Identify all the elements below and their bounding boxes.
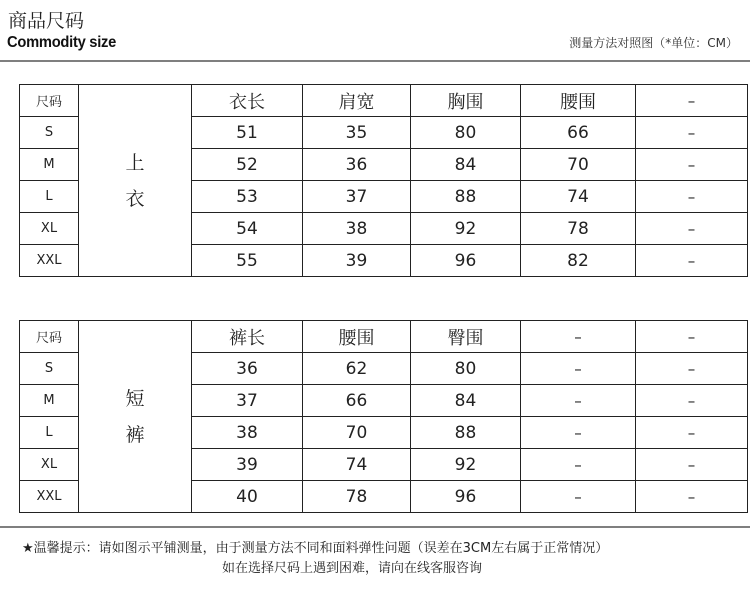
- table-cell: 88: [411, 417, 521, 449]
- table-cell: 80: [411, 353, 521, 385]
- table-cell: 92: [411, 449, 521, 481]
- table-cell: 92: [411, 213, 521, 245]
- table-cell: –: [636, 449, 748, 481]
- table-cell: –: [636, 245, 748, 277]
- table-cell: –: [636, 385, 748, 417]
- table-cell: 53: [192, 181, 303, 213]
- size-header: 尺码: [20, 85, 79, 117]
- table-cell: 36: [303, 149, 411, 181]
- table-header-row: [20, 85, 748, 117]
- category-line: 裤: [125, 423, 145, 446]
- category-line: 上: [125, 151, 145, 174]
- table-cell: 96: [411, 245, 521, 277]
- column-header: –: [521, 321, 636, 353]
- table-cell: 78: [303, 481, 411, 513]
- table-cell: 39: [192, 449, 303, 481]
- table-cell: –: [521, 353, 636, 385]
- table-cell: 84: [411, 149, 521, 181]
- category-line: 短: [125, 387, 145, 410]
- category-tops: [79, 85, 192, 277]
- table-cell: 62: [303, 353, 411, 385]
- table-cell: –: [521, 481, 636, 513]
- table-cell: –: [636, 213, 748, 245]
- table-cell: –: [636, 149, 748, 181]
- table-cell: 80: [411, 117, 521, 149]
- size-label: XXL: [20, 481, 79, 513]
- table-cell: 39: [303, 245, 411, 277]
- column-header: 衣长: [192, 85, 303, 117]
- table-cell: 36: [192, 353, 303, 385]
- table-cell: –: [521, 417, 636, 449]
- table-cell: 66: [303, 385, 411, 417]
- footer-tip: ★温馨提示：请如图示平铺测量，由于测量方法不同和面料弹性问题（误差在3CM左右属于正常情况）: [22, 541, 609, 556]
- page-subtitle: Commodity size: [7, 34, 117, 51]
- table-cell: 74: [521, 181, 636, 213]
- size-label: XXL: [20, 245, 79, 277]
- column-header: –: [636, 321, 748, 353]
- table-cell: 35: [303, 117, 411, 149]
- table-cell: –: [636, 481, 748, 513]
- table-cell: 52: [192, 149, 303, 181]
- size-label: XL: [20, 213, 79, 245]
- table-cell: –: [636, 353, 748, 385]
- size-label: L: [20, 181, 79, 213]
- table-cell: 74: [303, 449, 411, 481]
- size-label: XL: [20, 449, 79, 481]
- table-cell: 40: [192, 481, 303, 513]
- table-cell: –: [521, 449, 636, 481]
- top-divider: [0, 60, 750, 62]
- table-cell: 55: [192, 245, 303, 277]
- table-cell: 37: [192, 385, 303, 417]
- pants-size-table: [19, 320, 748, 513]
- size-header: 尺码: [20, 321, 79, 353]
- table-header-row: [20, 321, 748, 353]
- footer-help: 如在选择尺码上遇到困难，请向在线客服咨询: [222, 561, 483, 576]
- table-cell: 82: [521, 245, 636, 277]
- table-cell: –: [636, 417, 748, 449]
- table-cell: 38: [192, 417, 303, 449]
- table-cell: 88: [411, 181, 521, 213]
- column-header: 裤长: [192, 321, 303, 353]
- category-pants: [79, 321, 192, 513]
- size-label: L: [20, 417, 79, 449]
- page-title: 商品尺码: [8, 10, 85, 32]
- column-header: 腰围: [521, 85, 636, 117]
- table-cell: 66: [521, 117, 636, 149]
- column-header: 胸围: [411, 85, 521, 117]
- column-header: 腰围: [303, 321, 411, 353]
- tops-size-table: [19, 84, 748, 277]
- table-cell: –: [636, 181, 748, 213]
- size-label: M: [20, 385, 79, 417]
- bottom-divider: [0, 526, 750, 528]
- table-cell: 38: [303, 213, 411, 245]
- size-label: S: [20, 353, 79, 385]
- measure-note: 测量方法对照图（*单位：CM）: [569, 36, 738, 50]
- column-header: 肩宽: [303, 85, 411, 117]
- table-cell: 96: [411, 481, 521, 513]
- column-header: –: [636, 85, 748, 117]
- table-cell: 37: [303, 181, 411, 213]
- table-cell: 70: [303, 417, 411, 449]
- column-header: 臀围: [411, 321, 521, 353]
- table-cell: 70: [521, 149, 636, 181]
- table-cell: 54: [192, 213, 303, 245]
- table-cell: 51: [192, 117, 303, 149]
- table-cell: 78: [521, 213, 636, 245]
- category-line: 衣: [125, 187, 145, 210]
- table-cell: –: [636, 117, 748, 149]
- size-label: S: [20, 117, 79, 149]
- table-cell: 84: [411, 385, 521, 417]
- size-label: M: [20, 149, 79, 181]
- table-cell: –: [521, 385, 636, 417]
